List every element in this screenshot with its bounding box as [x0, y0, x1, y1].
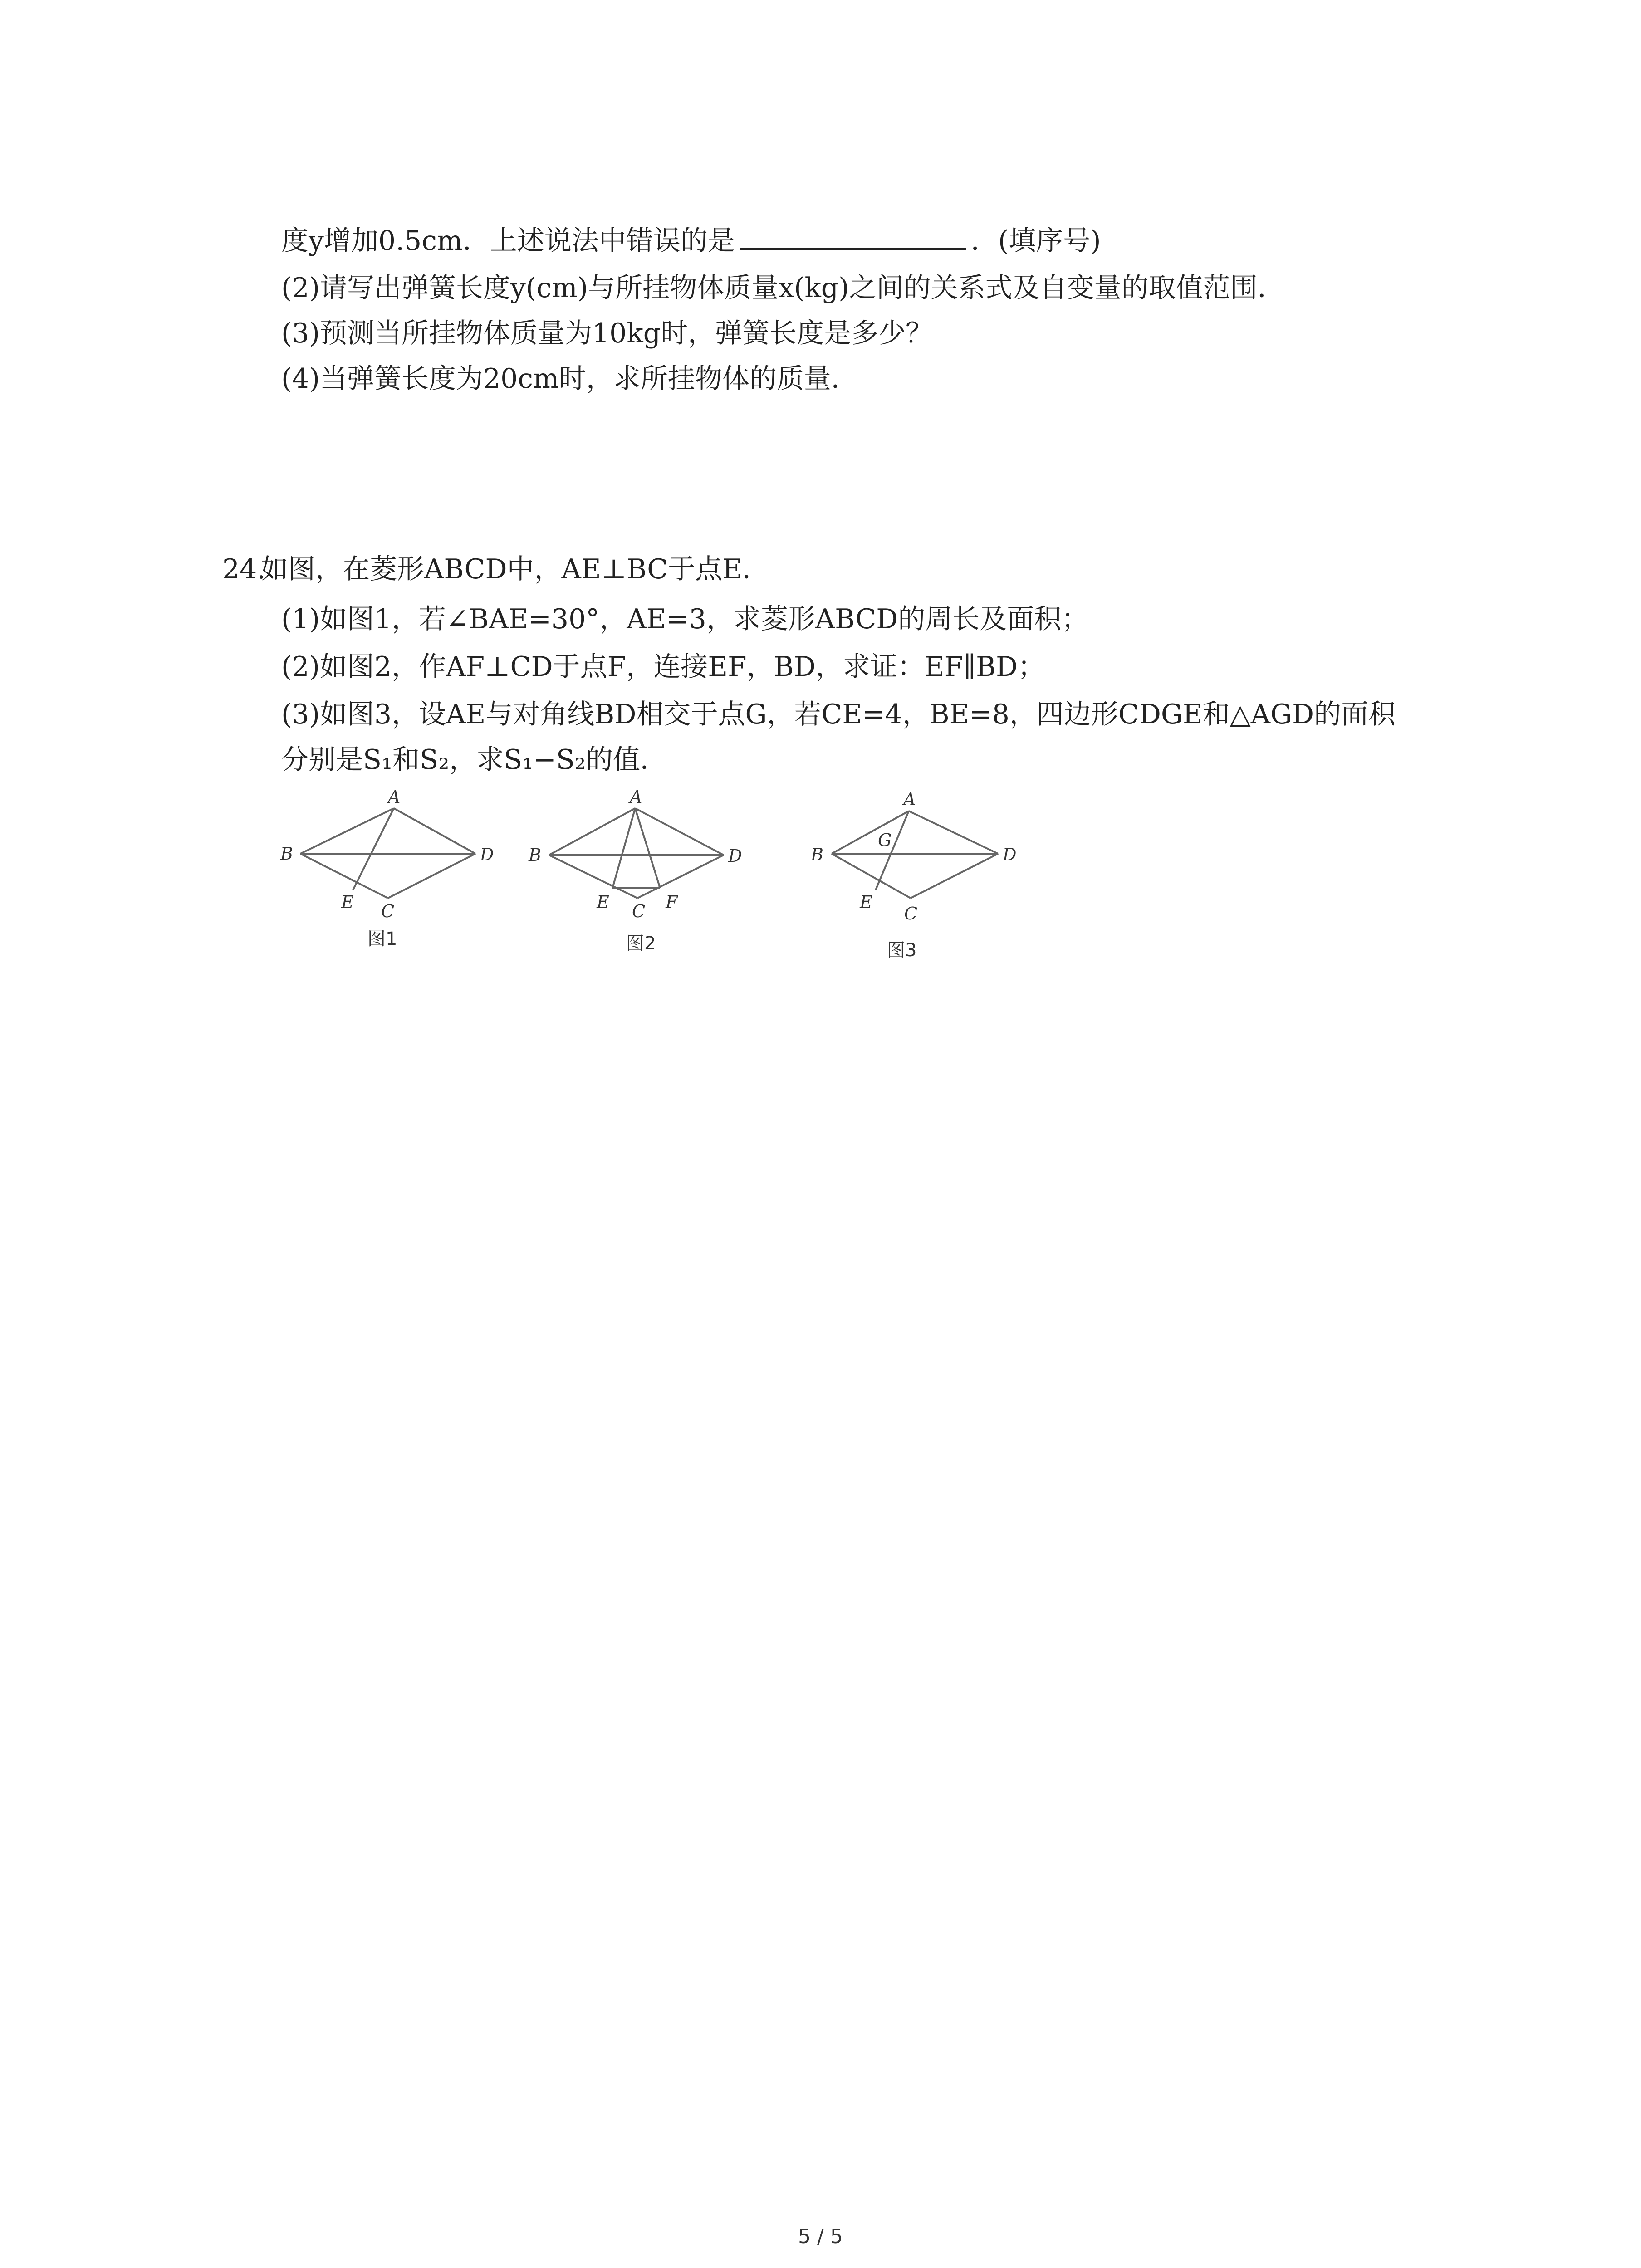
q24-number: 24.	[222, 553, 266, 585]
figure-3-caption: 图3	[887, 940, 917, 961]
figure-1-caption: 图1	[367, 929, 397, 949]
q24-part3-line2: 分别是S₁和S₂，求S₁−S₂的值．	[281, 744, 667, 776]
figure-2-caption: 图2	[626, 933, 656, 954]
label-F: F	[666, 892, 678, 912]
q24-part2: (2)如图2，作AF⊥CD于点F，连接EF，BD，求证：EF∥BD；	[281, 651, 1045, 683]
q23-part2: (2)请写出弹簧长度y(cm)与所挂物体质量x(kg)之间的关系式及自变量的取值范围．	[281, 272, 1285, 304]
label-E: E	[860, 892, 872, 912]
q24-part3-line1: (3)如图3，设AE与对角线BD相交于点G，若CE=4，BE=8，四边形CDGE和△AGD的面积	[281, 699, 1396, 730]
figure-1-diagram	[272, 789, 508, 921]
label-A: A	[903, 789, 916, 809]
q23-part4: (4)当弹簧长度为20cm时，求所挂物体的质量．	[281, 363, 858, 395]
label-B: B	[280, 844, 293, 864]
label-B: B	[529, 845, 541, 865]
figure-2	[524, 789, 760, 923]
label-A: A	[388, 789, 401, 807]
figure-1	[272, 789, 508, 923]
q23-part3: (3)预测当所挂物体质量为10kg时，弹簧长度是多少？	[281, 318, 933, 349]
q23-line1-suffix: ．(填序号)	[970, 225, 1101, 257]
label-C: C	[904, 904, 918, 924]
q24-intro: 如图，在菱形ABCD中，AE⊥BC于点E．	[261, 553, 770, 585]
label-A: A	[630, 789, 642, 807]
label-C: C	[632, 901, 646, 921]
q24-part1: (1)如图1，若∠BAE=30°，AE=3，求菱形ABCD的周长及面积；	[281, 603, 1089, 635]
q23-line1	[281, 225, 1101, 257]
answer-blank[interactable]	[740, 225, 966, 250]
label-E: E	[341, 892, 354, 912]
label-D: D	[480, 845, 494, 865]
page-number: 5 / 5	[798, 2225, 843, 2248]
label-D: D	[728, 846, 742, 866]
label-G: G	[878, 830, 892, 850]
label-B: B	[811, 845, 823, 865]
label-D: D	[1003, 845, 1017, 865]
figure-3	[805, 789, 1041, 927]
figure-3-diagram	[805, 789, 1041, 925]
figure-2-diagram	[524, 789, 760, 921]
label-E: E	[597, 892, 609, 912]
label-C: C	[381, 901, 395, 921]
q23-line1-text: 度y增加0.5cm．上述说法中错误的是	[281, 225, 735, 257]
